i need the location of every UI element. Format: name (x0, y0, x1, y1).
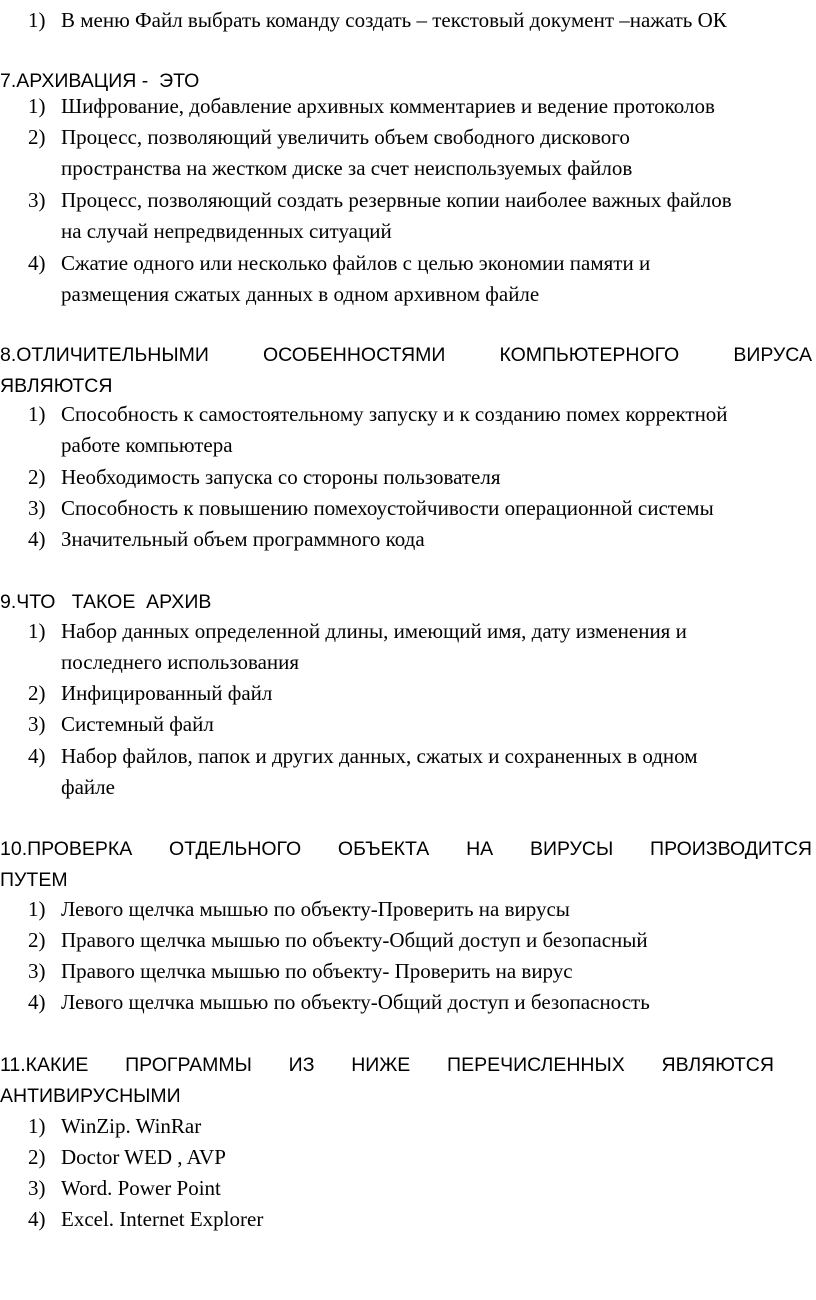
question-title-line-1: 11.КАКИЕ ПРОГРАММЫ ИЗ НИЖЕ ПЕРЕЧИСЛЕННЫХ ЯВЛЯЮТСЯ (0, 1054, 774, 1076)
question-heading (0, 834, 812, 896)
question-title-line-1: 7.АРХИВАЦИЯ - ЭТО (0, 70, 200, 92)
question-title-line-1: 10.ПРОВЕРКА ОТДЕЛЬНОГО ОБЪЕКТА НА ВИРУСЫ ПРОИЗВОДИТСЯ (0, 838, 812, 860)
option-text: В меню Файл выбрать команду создать – текстовый документ –нажать ОК (61, 8, 727, 32)
document-page: 1) В меню Файл выбрать команду создать – текстовый документ –нажать ОК 7.АРХИВАЦИЯ - ЭТО 1) Шифрование, добавление архивных комментариев и ведение протоколов 2) Процесс, позволяющий увеличить объем свободного дискового пространства на жестком диске за счет неиспользуемых файлов 3) Процесс, позволяющий создать резервные копии наиболее важных файлов на случай непредвиденных ситуаций 4) Сжатие одного или несколько файлов с целью экономии памяти и размещения сжатых данных в одном архивном файле 8.ОТЛИЧИТЕЛЬНЫМИ ОСОБЕННОСТЯМИ КОМПЬЮТЕРНОГО ВИРУСА ЯВЛЯЮТСЯ 1) Способность к самостоятельному запуску и к созданию помех корректной работе компьютера 2) Необходимость запуска со стороны пользователя 3) Способность к повышению помехоустойчивости операционной системы 4) Значительный объем программного кода 9.ЧТО ТАКОЕ АРХИВ 1) Набор данных определенной длины, имеющий имя, дату изменения и последнего использования 2) Инфицированный файл 3) Системный файл 4) Набор файлов, папок и других данных, сжатых и сохраненных в одном файле 10.ПРОВЕРКА ОТДЕЛЬНОГО ОБЪЕКТА НА ВИРУСЫ ПРОИЗВОДИТСЯ ПУТЕМ 1) Левого щелчка мышью по объекту-Проверить на вирусы 2) Правого щелчка мышью по объекту-Общий доступ и безопасный 3) Правого щелчка мышью по объекту- Проверить на вирус 4) Левого щелчка мышью по объекту-Общий доступ и безопасность 11.КАКИЕ ПРОГРАММЫ ИЗ НИЖЕ ПЕРЕЧИСЛЕННЫХ ЯВЛЯЮТСЯ АНТИВИРУСНЫМИ 1) WinZip. WinRar 2) Doctor WED , AVP 3) Word. Power Point 4) Excel. Internet Explorer (0, 0, 816, 1300)
question-title-line-1: 9.ЧТО ТАКОЕ АРХИВ (0, 591, 212, 613)
question-title-line-2: ПУТЕМ (0, 869, 68, 891)
question-title-line-2: ЯВЛЯЮТСЯ (0, 375, 113, 397)
question-title-line-1: 8.ОТЛИЧИТЕЛЬНЫМИ ОСОБЕННОСТЯМИ КОМПЬЮТЕРНОГО ВИРУСА (0, 344, 812, 366)
question-heading (0, 1050, 774, 1112)
option-number: 1) (28, 8, 46, 32)
question-heading (0, 340, 812, 402)
question-title-line-2: АНТИВИРУСНЫМИ (0, 1085, 181, 1107)
question-heading (0, 587, 812, 618)
